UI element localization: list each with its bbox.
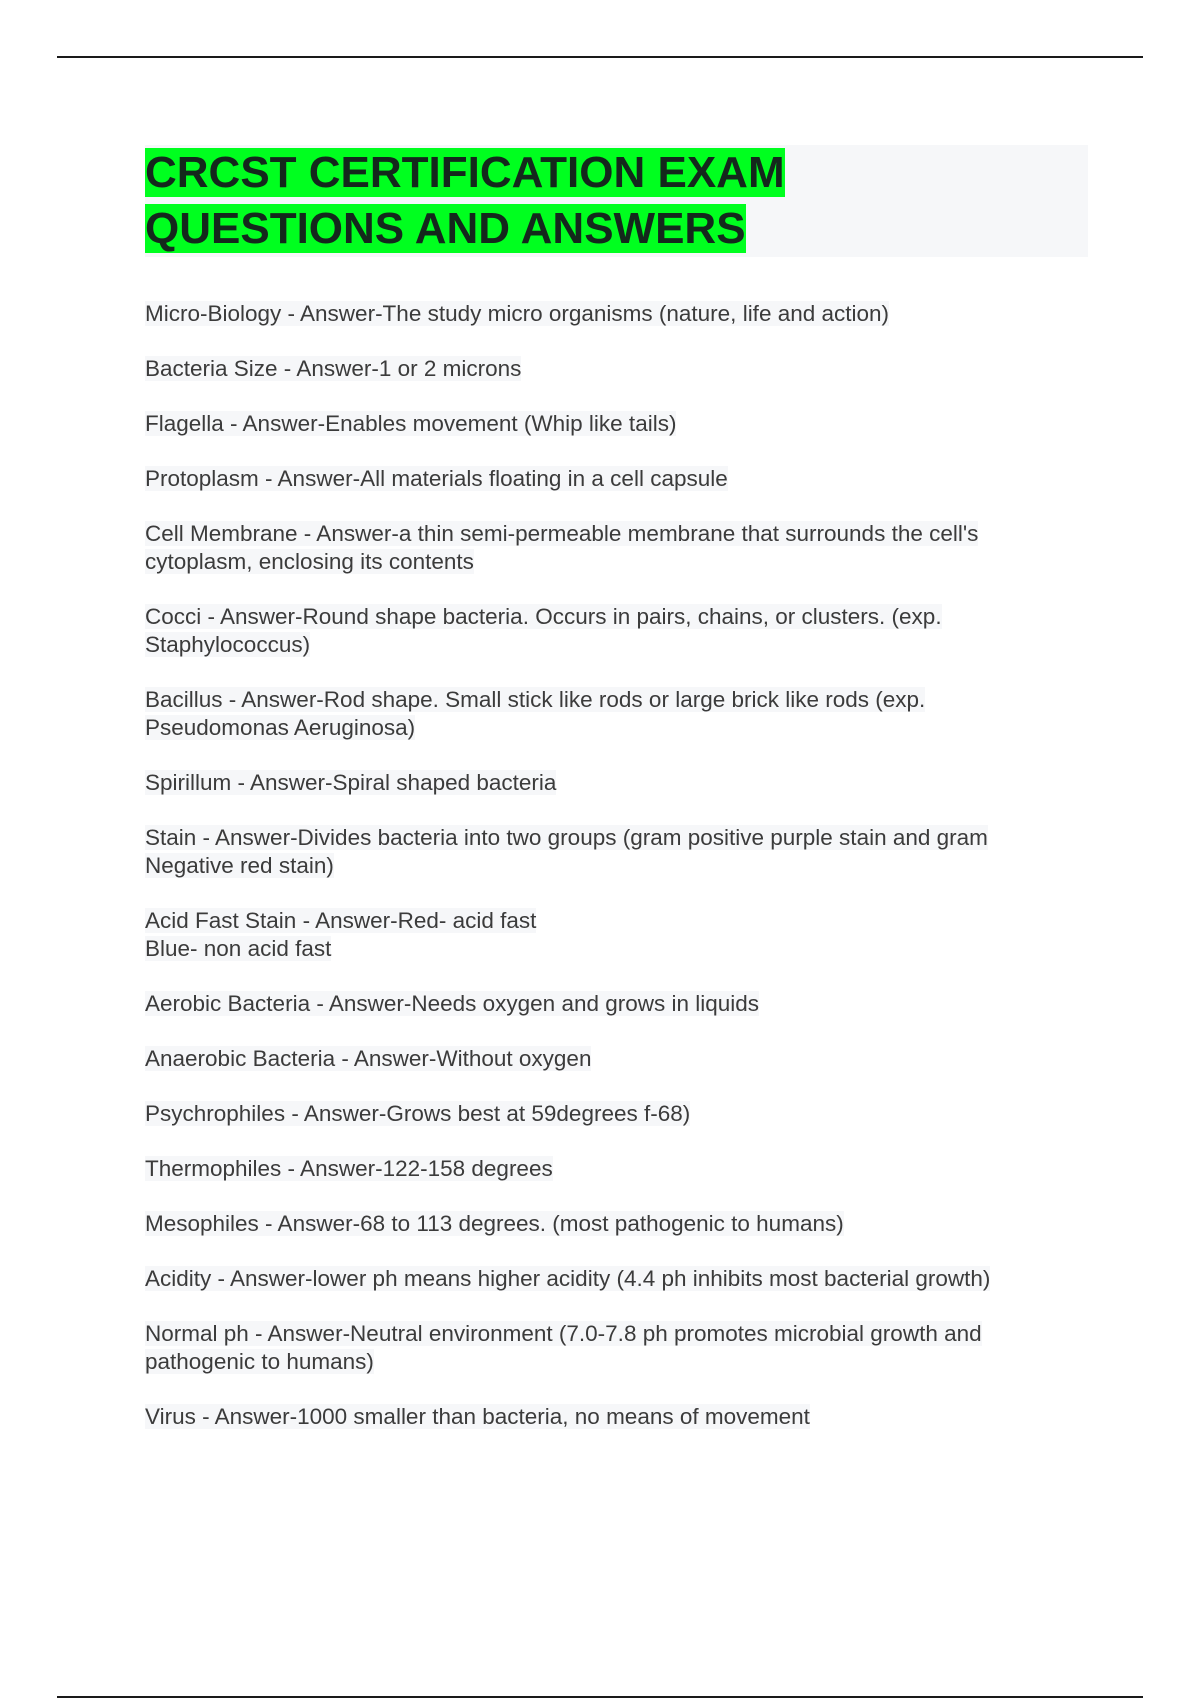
qa-item (145, 1045, 1075, 1073)
top-rule (57, 56, 1143, 58)
qa-text: Anaerobic Bacteria - Answer-Without oxygen (145, 1046, 592, 1071)
qa-item (145, 1403, 1075, 1431)
document-title (145, 145, 905, 257)
qa-text: Acid Fast Stain - Answer-Red- acid fast Blue- non acid fast (145, 908, 537, 961)
qa-item (145, 1100, 1075, 1128)
qa-item (145, 1155, 1075, 1183)
qa-list (145, 300, 1075, 1458)
qa-item (145, 1265, 1075, 1293)
qa-text: Aerobic Bacteria - Answer-Needs oxygen and grows in liquids (145, 991, 760, 1016)
qa-text: Protoplasm - Answer-All materials floating in a cell capsule (145, 466, 728, 491)
qa-text: Spirillum - Answer-Spiral shaped bacteria (145, 770, 557, 795)
qa-item (145, 824, 1075, 880)
qa-text: Cell Membrane - Answer-a thin semi-permeable membrane that surrounds the cell's cytoplasm, enclosing its contents (145, 521, 979, 574)
qa-text: Stain - Answer-Divides bacteria into two groups (gram positive purple stain and gram Negative red stain) (145, 825, 988, 878)
qa-text: Psychrophiles - Answer-Grows best at 59degrees f-68) (145, 1101, 691, 1126)
qa-text: Bacillus - Answer-Rod shape. Small stick like rods or large brick like rods (exp. Pseudomonas Aeruginosa) (145, 687, 926, 740)
qa-text: Mesophiles - Answer-68 to 113 degrees. (most pathogenic to humans) (145, 1211, 844, 1236)
qa-item (145, 603, 1075, 659)
qa-item (145, 686, 1075, 742)
qa-item (145, 355, 1075, 383)
qa-text: Cocci - Answer-Round shape bacteria. Occurs in pairs, chains, or clusters. (exp. Staphylococcus) (145, 604, 942, 657)
qa-item (145, 990, 1075, 1018)
qa-text: Thermophiles - Answer-122-158 degrees (145, 1156, 553, 1181)
qa-text: Normal ph - Answer-Neutral environment (7.0-7.8 ph promotes microbial growth and pathogenic to humans) (145, 1321, 982, 1374)
qa-item (145, 300, 1075, 328)
qa-item (145, 907, 1075, 963)
qa-item (145, 520, 1075, 576)
qa-text: Bacteria Size - Answer-1 or 2 microns (145, 356, 522, 381)
qa-item (145, 1210, 1075, 1238)
qa-text: Flagella - Answer-Enables movement (Whip like tails) (145, 411, 677, 436)
qa-item (145, 769, 1075, 797)
document-title-text: CRCST CERTIFICATION EXAM QUESTIONS AND ANSWERS (145, 148, 785, 253)
qa-item (145, 465, 1075, 493)
qa-text: Virus - Answer-1000 smaller than bacteria, no means of movement (145, 1404, 810, 1429)
qa-item (145, 410, 1075, 438)
bottom-rule (57, 1696, 1143, 1698)
qa-item (145, 1320, 1075, 1376)
qa-text: Micro-Biology - Answer-The study micro organisms (nature, life and action) (145, 301, 890, 326)
qa-text: Acidity - Answer-lower ph means higher acidity (4.4 ph inhibits most bacterial growth) (145, 1266, 991, 1291)
